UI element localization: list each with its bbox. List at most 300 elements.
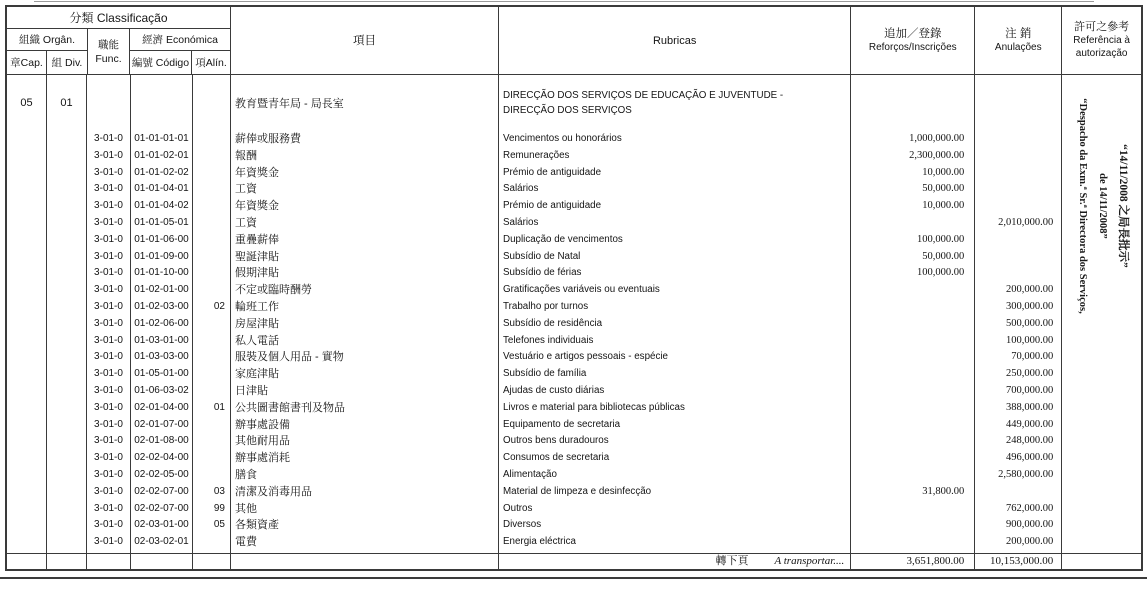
cell-annulment: 388,000.00 bbox=[1006, 401, 1054, 413]
cell-reinforcement: 100,000.00 bbox=[851, 265, 975, 282]
cell-rubrica: Subsídio de Natal bbox=[499, 249, 851, 266]
cell-code: 01-02-01-00 bbox=[131, 282, 193, 299]
cell-reinforcement: 50,000.00 bbox=[851, 249, 975, 266]
cell-rubrica: Subsídio de férias bbox=[499, 265, 851, 282]
cell-reinforcement bbox=[851, 417, 975, 434]
cell-alinea bbox=[193, 554, 231, 569]
cell-reinforcement bbox=[851, 501, 975, 518]
reference-header-zh: 許可之參考 bbox=[1074, 21, 1130, 33]
cell-annulment: 70,000.00 bbox=[1011, 351, 1054, 363]
cell-division bbox=[47, 400, 87, 417]
carry-forward-pt: A transportar.... bbox=[774, 555, 845, 567]
cell-alinea bbox=[193, 450, 231, 467]
authorization-reference-column bbox=[1061, 7, 1141, 569]
cell-alinea bbox=[193, 349, 231, 366]
alinea-header: 項Alín. bbox=[195, 57, 227, 69]
cell-chapter bbox=[7, 181, 47, 198]
cell-code: 02-03-02-01 bbox=[131, 534, 193, 551]
cell-reinforcement bbox=[851, 75, 975, 131]
cell-chapter bbox=[7, 249, 47, 266]
cell-reinforcement bbox=[851, 349, 975, 366]
table-row bbox=[7, 349, 1061, 366]
cell-reinforcement bbox=[851, 534, 975, 551]
cell-chapter bbox=[7, 349, 47, 366]
cell-functional: 3-01-0 bbox=[87, 165, 131, 182]
cell-annulment bbox=[975, 148, 1061, 165]
cell-rubrica: Duplicação de vencimentos bbox=[499, 232, 851, 249]
cell-division bbox=[47, 383, 87, 400]
table-row bbox=[7, 450, 1061, 467]
cell-item: 清潔及消毒用品 bbox=[231, 484, 499, 501]
table-row bbox=[7, 265, 1061, 282]
division-header: 組 Div. bbox=[51, 57, 83, 69]
cell-annulment bbox=[975, 131, 1061, 148]
page-bottom-rule bbox=[0, 577, 1147, 579]
cell-chapter bbox=[7, 316, 47, 333]
despacho-reference-pt: “Despacho da Exm.ª Sr.ª Directora dos Serviços, bbox=[1077, 98, 1089, 314]
cell-reinforcement: 10,000.00 bbox=[851, 165, 975, 182]
cell-chapter bbox=[7, 366, 47, 383]
reinforcements-column-header bbox=[851, 7, 975, 74]
cell-reinforcement: 50,000.00 bbox=[851, 181, 975, 198]
cell-code: 02-03-01-00 bbox=[131, 517, 193, 534]
cell-code: 01-01-04-02 bbox=[131, 198, 193, 215]
cell-rubrica: Outros bens duradouros bbox=[499, 433, 851, 450]
cell-rubrica: Livros e material para bibliotecas públicas bbox=[499, 400, 851, 417]
cell-division bbox=[47, 417, 87, 434]
cell-reinforcement bbox=[851, 316, 975, 333]
cell-annulment: 762,000.00 bbox=[1006, 502, 1054, 514]
cell-item: 其他 bbox=[231, 501, 499, 518]
cell-code: 01-03-01-00 bbox=[131, 333, 193, 350]
cell-division: 01 bbox=[47, 75, 87, 131]
cell-code: 02-01-07-00 bbox=[131, 417, 193, 434]
cell-chapter bbox=[7, 131, 47, 148]
cell-alinea bbox=[193, 75, 231, 131]
cell-alinea bbox=[193, 265, 231, 282]
cell-division bbox=[47, 554, 87, 569]
cell-reinforcement: 100,000.00 bbox=[851, 232, 975, 249]
cell-rubrica: Equipamento de secretaria bbox=[499, 417, 851, 434]
cell-functional: 3-01-0 bbox=[87, 215, 131, 232]
functional-header-zh: 職能 bbox=[98, 38, 119, 51]
cell-chapter bbox=[7, 333, 47, 350]
cell-annulment: 449,000.00 bbox=[1006, 418, 1054, 430]
functional-header-pt: Func. bbox=[95, 52, 122, 65]
cell-annulment: 496,000.00 bbox=[1006, 452, 1054, 464]
cell-code: 01-02-06-00 bbox=[131, 316, 193, 333]
cell-annulment bbox=[975, 249, 1061, 266]
cell-item: 家庭津貼 bbox=[231, 366, 499, 383]
cell-division bbox=[47, 450, 87, 467]
cell-division bbox=[47, 131, 87, 148]
cell-chapter bbox=[7, 417, 47, 434]
cell-division bbox=[47, 215, 87, 232]
cell-reinforcement bbox=[851, 282, 975, 299]
classification-header-group bbox=[7, 7, 231, 74]
cell-reinforcement bbox=[851, 450, 975, 467]
table-row bbox=[7, 215, 1061, 232]
cell-division bbox=[47, 299, 87, 316]
cell-code bbox=[131, 75, 193, 131]
despacho-reference-date: de 14/11/2008” bbox=[1097, 173, 1109, 239]
classification-header: 分類 Classificação bbox=[7, 7, 230, 29]
cell-chapter bbox=[7, 450, 47, 467]
cell-functional: 3-01-0 bbox=[87, 198, 131, 215]
cell-item: 其他耐用品 bbox=[231, 433, 499, 450]
carry-forward-zh: 轉下頁 bbox=[715, 555, 749, 567]
cell-functional: 3-01-0 bbox=[87, 534, 131, 551]
table-row bbox=[7, 299, 1061, 316]
cell-annulment bbox=[975, 232, 1061, 249]
cell-alinea bbox=[193, 198, 231, 215]
cell-item: 工資 bbox=[231, 181, 499, 198]
cell-annulment: 900,000.00 bbox=[1006, 519, 1054, 531]
cell-chapter bbox=[7, 554, 47, 569]
cell-code: 01-06-03-02 bbox=[131, 383, 193, 400]
cell-division bbox=[47, 349, 87, 366]
cell-code: 02-01-04-00 bbox=[131, 400, 193, 417]
cell-functional: 3-01-0 bbox=[87, 501, 131, 518]
cell-code: 01-01-10-00 bbox=[131, 265, 193, 282]
cell-functional: 3-01-0 bbox=[87, 433, 131, 450]
cell-rubrica: Prémio de antiguidade bbox=[499, 198, 851, 215]
table-row bbox=[7, 534, 1061, 551]
cell-item: 辦事處設備 bbox=[231, 417, 499, 434]
cell-reinforcement: 10,000.00 bbox=[851, 198, 975, 215]
cell-functional: 3-01-0 bbox=[87, 299, 131, 316]
reference-header-pt1: Referência à bbox=[1073, 35, 1130, 46]
cell-chapter bbox=[7, 198, 47, 215]
cell-chapter bbox=[7, 265, 47, 282]
table-header bbox=[7, 7, 1061, 75]
organ-header-group bbox=[7, 29, 87, 74]
cell-code: 02-02-07-00 bbox=[131, 501, 193, 518]
cell-item: 報酬 bbox=[231, 148, 499, 165]
cell-annulment: 200,000.00 bbox=[1006, 536, 1054, 548]
cell-code: 01-01-04-01 bbox=[131, 181, 193, 198]
cell-item: 不定或臨時酬勞 bbox=[231, 282, 499, 299]
cell-annulment: 700,000.00 bbox=[1006, 384, 1054, 396]
cell-rubrica: Subsídio de família bbox=[499, 366, 851, 383]
cell-chapter bbox=[7, 517, 47, 534]
cell-rubrica: Subsídio de residência bbox=[499, 316, 851, 333]
cell-division bbox=[47, 366, 87, 383]
cell-annulment: 2,580,000.00 bbox=[998, 468, 1054, 480]
cell-alinea bbox=[193, 232, 231, 249]
cell-alinea bbox=[193, 131, 231, 148]
annulments-column-header bbox=[975, 7, 1061, 74]
cell-annulment bbox=[975, 165, 1061, 182]
cell-alinea bbox=[193, 467, 231, 484]
cell-annulment: 100,000.00 bbox=[1006, 334, 1054, 346]
annulments-total: 10,153,000.00 bbox=[990, 555, 1054, 567]
cell-department-rubrica: DIRECÇÃO DOS SERVIÇOS DE EDUCAÇÃO E JUVENTUDE - DIRECÇÃO DOS SERVIÇOS bbox=[499, 75, 851, 131]
annulments-header-pt: Anulações bbox=[994, 41, 1042, 53]
cell-division bbox=[47, 534, 87, 551]
cell-functional: 3-01-0 bbox=[87, 400, 131, 417]
cell-alinea bbox=[193, 383, 231, 400]
cell-functional: 3-01-0 bbox=[87, 366, 131, 383]
cell-functional: 3-01-0 bbox=[87, 383, 131, 400]
cell-alinea bbox=[193, 366, 231, 383]
cell-annulment bbox=[975, 198, 1061, 215]
cell-reinforcement bbox=[851, 433, 975, 450]
organ-header: 組織 Orgân. bbox=[7, 29, 87, 51]
cell-rubrica: Ajudas de custo diárias bbox=[499, 383, 851, 400]
cell-rubrica: Gratificações variáveis ou eventuais bbox=[499, 282, 851, 299]
reference-header-pt2: autorização bbox=[1075, 48, 1128, 59]
cell-code: 02-02-05-00 bbox=[131, 467, 193, 484]
cell-division bbox=[47, 333, 87, 350]
cell-code: 02-02-07-00 bbox=[131, 484, 193, 501]
annulments-header-zh: 注 銷 bbox=[1005, 27, 1032, 40]
despacho-reference-zh: “14/11/2008 之局長批示” bbox=[1117, 144, 1130, 268]
reinforcements-total: 3,651,800.00 bbox=[851, 554, 975, 569]
cell-rubrica: Telefones individuais bbox=[499, 333, 851, 350]
cell-code: 01-01-06-00 bbox=[131, 232, 193, 249]
item-header-label: 項目 bbox=[353, 34, 376, 47]
cell-item: 私人電話 bbox=[231, 333, 499, 350]
cell-code: 01-01-09-00 bbox=[131, 249, 193, 266]
cell-alinea: 02 bbox=[193, 299, 231, 316]
cell-functional bbox=[87, 75, 131, 131]
cell-chapter bbox=[7, 282, 47, 299]
cell-functional: 3-01-0 bbox=[87, 131, 131, 148]
cell-code: 02-02-04-00 bbox=[131, 450, 193, 467]
cell-alinea: 01 bbox=[193, 400, 231, 417]
cell-alinea bbox=[193, 534, 231, 551]
cell-annulment: 248,000.00 bbox=[1006, 435, 1054, 447]
cell-division bbox=[47, 501, 87, 518]
cell-item: 房屋津貼 bbox=[231, 316, 499, 333]
cell-alinea: 05 bbox=[193, 517, 231, 534]
cell-code bbox=[131, 554, 193, 569]
cell-item: 辦事處消耗 bbox=[231, 450, 499, 467]
cell-alinea bbox=[193, 181, 231, 198]
cell-chapter bbox=[7, 165, 47, 182]
table-row bbox=[7, 198, 1061, 215]
cell-division bbox=[47, 181, 87, 198]
cell-chapter bbox=[7, 148, 47, 165]
cell-alinea bbox=[193, 333, 231, 350]
table-row bbox=[7, 484, 1061, 501]
cell-chapter: 05 bbox=[7, 75, 47, 131]
cell-reinforcement bbox=[851, 467, 975, 484]
cell-item: 假期津貼 bbox=[231, 265, 499, 282]
cell-functional: 3-01-0 bbox=[87, 316, 131, 333]
cell-functional: 3-01-0 bbox=[87, 232, 131, 249]
table-row bbox=[7, 417, 1061, 434]
table-row bbox=[7, 131, 1061, 148]
table-row bbox=[7, 467, 1061, 484]
cell-reinforcement: 31,800.00 bbox=[851, 484, 975, 501]
table-row bbox=[7, 333, 1061, 350]
cell-rubrica: Alimentação bbox=[499, 467, 851, 484]
cell-division bbox=[47, 198, 87, 215]
table-row bbox=[7, 165, 1061, 182]
cell-code: 02-01-08-00 bbox=[131, 433, 193, 450]
cell-reinforcement: 2,300,000.00 bbox=[851, 148, 975, 165]
cell-item: 重疊薪俸 bbox=[231, 232, 499, 249]
cell-rubrica: Diversos bbox=[499, 517, 851, 534]
budget-table bbox=[5, 5, 1143, 571]
cell-code: 01-01-02-01 bbox=[131, 148, 193, 165]
cell-code: 01-01-01-01 bbox=[131, 131, 193, 148]
cell-chapter bbox=[7, 232, 47, 249]
cell-annulment bbox=[975, 75, 1061, 131]
cell-department-item: 教育暨青年局 - 局長室 bbox=[231, 75, 499, 131]
cell-code: 01-03-03-00 bbox=[131, 349, 193, 366]
table-row bbox=[7, 316, 1061, 333]
cell-item: 工資 bbox=[231, 215, 499, 232]
cell-reinforcement: 1,000,000.00 bbox=[851, 131, 975, 148]
cell-chapter bbox=[7, 484, 47, 501]
cell-annulment: 300,000.00 bbox=[1006, 300, 1054, 312]
cell-rubrica: Vestuário e artigos pessoais - espécie bbox=[499, 349, 851, 366]
chapter-header: 章Cap. bbox=[7, 51, 47, 74]
cell-item: 服裝及個人用品 - 實物 bbox=[231, 349, 499, 366]
cell-chapter bbox=[7, 383, 47, 400]
table-row bbox=[7, 383, 1061, 400]
rubricas-column-header bbox=[499, 7, 851, 74]
cell-rubrica: Energia eléctrica bbox=[499, 534, 851, 551]
cell-alinea: 03 bbox=[193, 484, 231, 501]
cell-division bbox=[47, 517, 87, 534]
cell-chapter bbox=[7, 501, 47, 518]
cell-division bbox=[47, 249, 87, 266]
cell-division bbox=[47, 316, 87, 333]
cell-code: 01-01-02-02 bbox=[131, 165, 193, 182]
cell-functional: 3-01-0 bbox=[87, 417, 131, 434]
economic-header: 經濟 Económica bbox=[130, 29, 230, 51]
code-header: 編號 Código bbox=[130, 51, 192, 74]
reference-footer-strip bbox=[1062, 553, 1141, 569]
cell-functional: 3-01-0 bbox=[87, 450, 131, 467]
rubricas-header-label: Rubricas bbox=[652, 34, 697, 47]
cell-alinea bbox=[193, 282, 231, 299]
cell-item: 輪班工作 bbox=[231, 299, 499, 316]
cell-item: 聖誕津貼 bbox=[231, 249, 499, 266]
cell-functional: 3-01-0 bbox=[87, 517, 131, 534]
cell-annulment: 200,000.00 bbox=[1006, 284, 1054, 296]
table-row bbox=[7, 232, 1061, 249]
table-row bbox=[7, 181, 1061, 198]
cell-division bbox=[47, 265, 87, 282]
scan-artifact-line bbox=[34, 1, 1094, 2]
cell-chapter bbox=[7, 534, 47, 551]
cell-functional: 3-01-0 bbox=[87, 181, 131, 198]
cell-item: 膳食 bbox=[231, 467, 499, 484]
cell-item: 薪俸或服務費 bbox=[231, 131, 499, 148]
functional-header bbox=[87, 29, 130, 74]
table-main bbox=[7, 7, 1061, 569]
authorization-reference-header bbox=[1062, 7, 1141, 75]
table-row bbox=[7, 501, 1061, 518]
cell-reinforcement bbox=[851, 333, 975, 350]
cell-division bbox=[47, 467, 87, 484]
cell-division bbox=[47, 282, 87, 299]
cell-rubrica: Outros bbox=[499, 501, 851, 518]
cell-rubrica: Consumos de secretaria bbox=[499, 450, 851, 467]
cell-functional: 3-01-0 bbox=[87, 333, 131, 350]
cell-annulment: 2,010,000.00 bbox=[998, 216, 1054, 228]
cell-code: 01-05-01-00 bbox=[131, 366, 193, 383]
cell-annulment bbox=[975, 181, 1061, 198]
cell-item: 電費 bbox=[231, 534, 499, 551]
authorization-reference-body bbox=[1062, 75, 1141, 553]
cell-annulment: 500,000.00 bbox=[1006, 317, 1054, 329]
cell-chapter bbox=[7, 215, 47, 232]
table-row bbox=[7, 148, 1061, 165]
cell-item: 年資獎金 bbox=[231, 198, 499, 215]
cell-rubrica: Material de limpeza e desinfecção bbox=[499, 484, 851, 501]
cell-functional: 3-01-0 bbox=[87, 249, 131, 266]
economic-header-group bbox=[130, 29, 230, 74]
cell-alinea: 99 bbox=[193, 501, 231, 518]
cell-annulment bbox=[975, 484, 1061, 501]
cell-alinea bbox=[193, 249, 231, 266]
totals-row bbox=[7, 553, 1061, 569]
cell-rubrica: Salários bbox=[499, 181, 851, 198]
cell-item: 年資獎金 bbox=[231, 165, 499, 182]
table-row bbox=[7, 400, 1061, 417]
cell-item: 各類資產 bbox=[231, 517, 499, 534]
cell-item bbox=[231, 554, 499, 569]
cell-reinforcement bbox=[851, 517, 975, 534]
cell-functional: 3-01-0 bbox=[87, 148, 131, 165]
cell-rubrica: Prémio de antiguidade bbox=[499, 165, 851, 182]
cell-reinforcement bbox=[851, 383, 975, 400]
cell-annulment: 250,000.00 bbox=[1006, 368, 1054, 380]
cell-reinforcement bbox=[851, 215, 975, 232]
cell-rubrica: Trabalho por turnos bbox=[499, 299, 851, 316]
cell-functional: 3-01-0 bbox=[87, 349, 131, 366]
cell-functional: 3-01-0 bbox=[87, 265, 131, 282]
cell-alinea bbox=[193, 417, 231, 434]
department-row bbox=[7, 75, 1061, 131]
cell-division bbox=[47, 433, 87, 450]
cell-alinea bbox=[193, 316, 231, 333]
cell-functional bbox=[87, 554, 131, 569]
cell-reinforcement bbox=[851, 400, 975, 417]
table-row bbox=[7, 517, 1061, 534]
cell-rubrica: Salários bbox=[499, 215, 851, 232]
reinforcements-header-pt: Reforços/Inscrições bbox=[868, 41, 957, 53]
table-row bbox=[7, 433, 1061, 450]
table-row bbox=[7, 366, 1061, 383]
cell-alinea bbox=[193, 433, 231, 450]
cell-chapter bbox=[7, 299, 47, 316]
cell-rubrica: Vencimentos ou honorários bbox=[499, 131, 851, 148]
cell-functional: 3-01-0 bbox=[87, 484, 131, 501]
cell-reinforcement bbox=[851, 299, 975, 316]
cell-division bbox=[47, 148, 87, 165]
cell-division bbox=[47, 165, 87, 182]
cell-annulment bbox=[975, 265, 1061, 282]
cell-chapter bbox=[7, 400, 47, 417]
cell-chapter bbox=[7, 433, 47, 450]
table-row bbox=[7, 249, 1061, 266]
cell-alinea bbox=[193, 148, 231, 165]
cell-reinforcement bbox=[851, 366, 975, 383]
cell-chapter bbox=[7, 467, 47, 484]
cell-division bbox=[47, 232, 87, 249]
carry-forward-label bbox=[499, 554, 851, 569]
cell-functional: 3-01-0 bbox=[87, 282, 131, 299]
cell-alinea bbox=[193, 215, 231, 232]
cell-division bbox=[47, 484, 87, 501]
